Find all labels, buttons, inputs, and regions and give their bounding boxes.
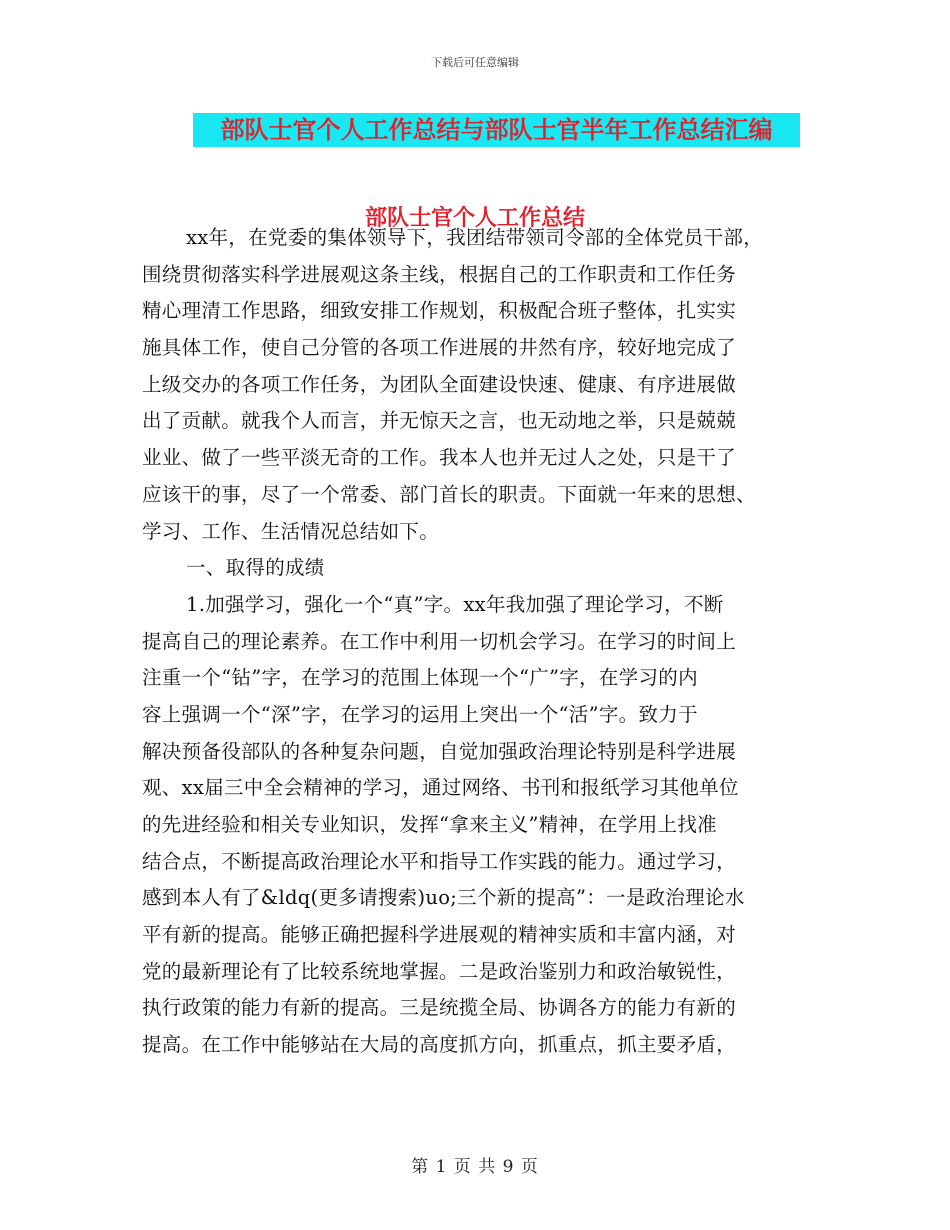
paragraph-line: 提高自己的理论素养。在工作中利用一切机会学习。在学习的时间上 (142, 629, 737, 653)
page-footer: 第 1 页 共 9 页 (411, 1157, 539, 1177)
paragraph-line: 观、xx届三中全会精神的学习，通过网络、书刊和报纸学习其他单位 (142, 776, 739, 800)
paragraph-line: 结合点，不断提高政治理论水平和指导工作实践的能力。通过学习， (142, 849, 737, 873)
paragraph-line: 施具体工作，使自己分管的各项工作进展的井然有序，较好地完成了 (142, 336, 737, 360)
paragraph-line: 提高。在工作中能够站在大局的高度抓方向，抓重点，抓主要矛盾， (142, 1033, 737, 1057)
paragraph-line: 执行政策的能力有新的提高。三是统揽全局、协调各方的能力有新的 (142, 996, 737, 1020)
paragraph-line: 的先进经验和相关专业知识，发挥“拿来主义”精神，在学用上找准 (142, 813, 717, 836)
paragraph-line: 解决预备役部队的各种复杂问题，自觉加强政治理论特别是科学进展 (142, 739, 737, 763)
body-text (142, 220, 810, 1064)
main-title: 部队士官个人工作总结与部队士官半年工作总结汇编 (220, 115, 773, 144)
paragraph-line: 平有新的提高。能够正确把握科学进展观的精神实质和丰富内涵，对 (142, 923, 737, 947)
paragraph-line: 注重一个“钻”字，在学习的范围上体现一个“广”字，在学习的内 (142, 666, 698, 690)
main-title-highlight (193, 113, 800, 147)
subheading: 一、取得的成绩 (186, 556, 325, 580)
paragraph-line: xx年，在党委的集体领导下，我团结带领司令部的全体党员干部， (186, 226, 763, 249)
paragraph-line: 学习、工作、生活情况总结如下。 (142, 519, 440, 543)
header-note: 下载后可任意编辑 (431, 56, 519, 69)
paragraph-line: 上级交办的各项工作任务，为团队全面建设快速、健康、有序进展做 (142, 372, 737, 396)
paragraph-line: 1.加强学习，强化一个“真”字。xx年我加强了理论学习，不断 (186, 592, 724, 616)
paragraph-line: 应该干的事，尽了一个常委、部门首长的职责。下面就一年来的思想、 (142, 482, 756, 506)
paragraph-line: 精心理清工作思路，细致安排工作规划，积极配合班子整体，扎实实 (142, 299, 737, 323)
paragraph-line: 围绕贯彻落实科学进展观这条主线，根据自己的工作职责和工作任务 (142, 262, 737, 286)
paragraph-line: 党的最新理论有了比较系统地掌握。二是政治鉴别力和政治敏锐性， (142, 959, 737, 983)
paragraph-line: 容上强调一个“深”字，在学习的运用上突出一个“活”字。致力于 (142, 702, 698, 726)
paragraph-line: 出了贡献。就我个人而言，并无惊天之言，也无动地之举，只是兢兢 (142, 409, 737, 433)
paragraph-line: 感到本人有了&ldq(更多请搜索)uo;三个新的提高”：一是政治理论水 (142, 886, 745, 910)
section-title: 部队士官个人工作总结 (364, 205, 585, 231)
paragraph-line: 业业、做了一些平淡无奇的工作。我本人也并无过人之处，只是干了 (142, 446, 737, 470)
